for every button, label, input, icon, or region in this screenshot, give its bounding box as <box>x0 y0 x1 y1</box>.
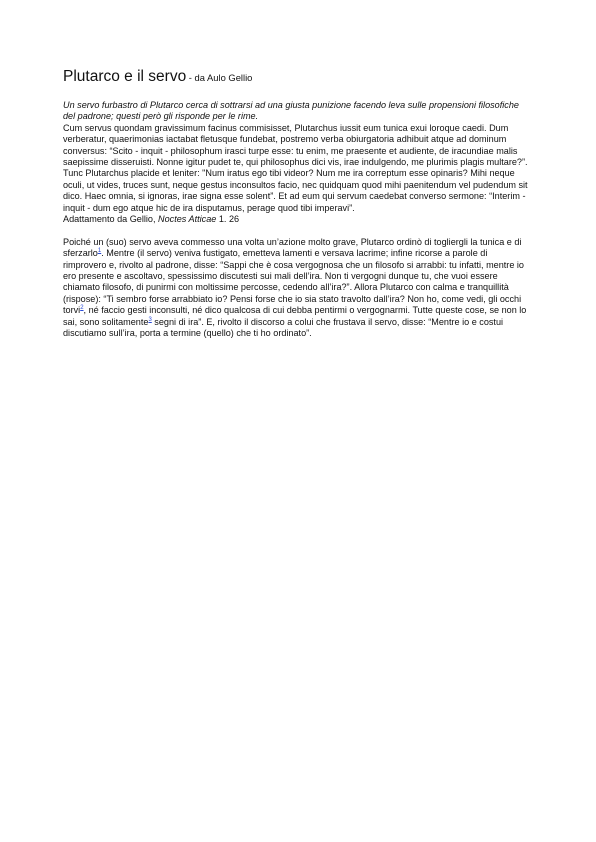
translation-part-3: , né faccio gesti inconsulti, né dico qualcosa di cui debba pentirmi o vergognarmi. Tutte queste cose, se non lo sai, sono solitamente <box>63 305 527 327</box>
page-subtitle: - da Aulo Gellio <box>186 72 253 83</box>
source-ref: 1. 26 <box>216 214 240 225</box>
footnote-link-1[interactable]: 1 <box>97 248 102 255</box>
footnote-link-3[interactable]: 3 <box>148 316 152 323</box>
footnote-link-2[interactable]: 2 <box>80 305 84 312</box>
source-work: Noctes Atticae <box>158 214 217 225</box>
translation-part-4: segni di ira”. E, rivolto il discorso a colui che frustava il servo, disse: “Mentre io e costui discutiamo sull’ira, porta a termine (quello) che ti ho ordinato”. <box>63 316 504 339</box>
source-citation <box>63 214 533 225</box>
translation-part-2: . Mentre (il servo) veniva fustigato, emetteva lamenti e versava lacrime; infine ricorse a parole di rimprovero e, rivolto al padrone, disse: “Sappi che è cosa vergognosa che un filosofo si arrabbi: tu infatti, mentre io ero presente e ascoltavo, spessissimo discutesti sui mali dell’ira. Non ti vergogni dunque tu, che vuoi essere chiamato filosofo, di punirmi con moltissime percosse, cedendo all’ira?”. Allora Plutarco con calma e tranquillità (rispose): “Ti sembro forse arrabbiato io? Pensi forse che io sia stato travolto dall’ira? Non ho, come vedi, gli occhi torvi <box>63 248 524 316</box>
page-title: Plutarco e il servo <box>63 68 187 85</box>
source-prefix: Adattamento da Gellio, <box>63 214 159 225</box>
intro-paragraph: Un servo furbastro di Plutarco cerca di sottrarsi ad una giusta punizione facendo leva sulle propensioni filosofiche del padrone; questi però gli risponde per le rime. <box>63 100 519 122</box>
translation-paragraph <box>63 237 533 340</box>
translation-part-1: Poiché un (suo) servo aveva commesso una volta un’azione molto grave, Plutarco ordinò di togliergli la tunica e di sferzarlo <box>63 236 522 259</box>
latin-text: Cum servus quondam gravissimum facinus commisisset, Plutarchus iussit eum tunica exui loroque caedi. Dum verberatur, quaerimonias iactabat fletusque fundebat, postremo verba obiurgatoria adhibuit atque ad dominum conversus: “Scito - inquit - philosophum irasci turpe esse: tu enim, me praesente et audiente, de iracundiae malis saepissime disseruisti. Nonne igitur pudet te, qui philosophus dici vis, irae indulgendo, me plurimis plagis multare?”. Tunc Plutarchus placide et leniter: "Num iratus ego tibi videor? Num me ira correptum esse opinaris? Mihi neque oculi, ut vides, truces sunt, neque gestus inconsultos facio, nec quidquam quod mihi paenitendum vel pudendum sit dico. Haec omnia, si ignoras, irae signa esse solent”. Et ad eum qui servum caedebat converso sermone: “Interim - inquit - dum ego atque hic de ira disputamus, perage quod tibi imperavi”. <box>63 122 528 213</box>
document-page <box>63 68 533 340</box>
heading <box>63 68 533 87</box>
